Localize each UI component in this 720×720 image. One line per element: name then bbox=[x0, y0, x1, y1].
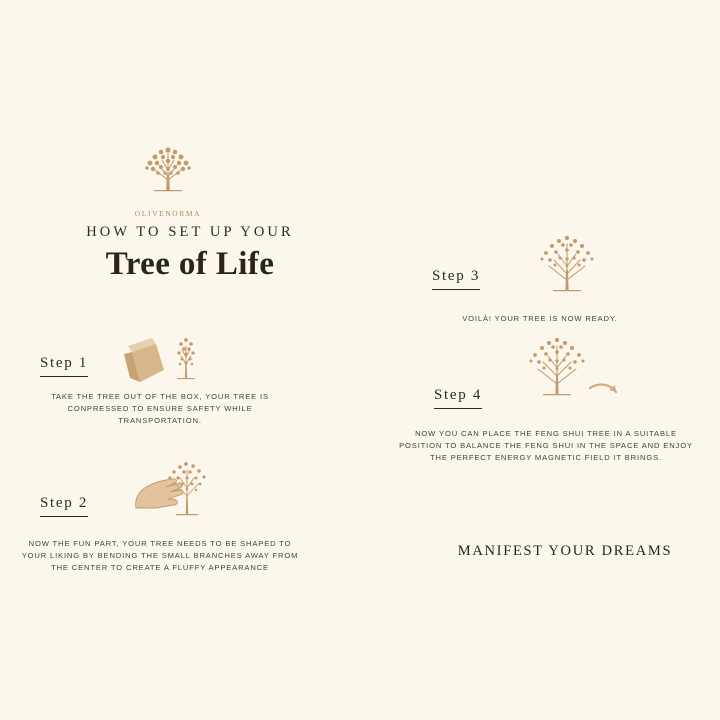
step-4-illustration bbox=[512, 330, 642, 430]
step-4-text: NOW YOU CAN PLACE THE FENG SHUI TREE IN A SUITABLE POSITION TO BALANCE THE FENG SHUI IN THE SPACE AND ENJOY THE PERFECT ENERGY MAGNETIC FIELD IT BRINGS. bbox=[399, 429, 693, 462]
brand-logo bbox=[118, 136, 218, 218]
step-1-text: TAKE THE TREE OUT OF THE BOX, YOUR TREE IS CONPRESSED TO ENSURE SAFETY WHILE TRANSPORTATION. bbox=[51, 392, 269, 425]
step-3-label: Step 3 bbox=[432, 268, 480, 290]
step-2-text: NOW THE FUN PART, YOUR TREE NEEDS TO BE SHAPED TO YOUR LIKING BY BENDING THE SMALL BRANCHES AWAY FROM THE CENTER TO CREATE A FLUFFY APPEARANCE bbox=[21, 539, 299, 572]
tree-with-arrow-icon bbox=[512, 330, 642, 425]
footer-tagline: MANIFEST YOUR DREAMS bbox=[457, 543, 673, 559]
finished-tree-icon bbox=[522, 228, 612, 308]
step-4-label: Step 4 bbox=[434, 387, 482, 409]
brand-name: OLIVENORMA bbox=[134, 209, 202, 218]
step-3-illustration bbox=[522, 228, 612, 313]
box-and-compressed-tree-icon bbox=[118, 330, 228, 390]
page-kicker: HOW TO SET UP YOUR bbox=[86, 224, 294, 240]
page-title: Tree of Life bbox=[105, 246, 275, 282]
step-2-illustration bbox=[126, 452, 236, 529]
step-3-text: VOILÀ! YOUR TREE IS NOW READY. bbox=[462, 314, 618, 323]
step-1-illustration bbox=[118, 330, 228, 395]
hand-shaping-tree-icon bbox=[126, 452, 236, 524]
tree-of-life-icon bbox=[132, 136, 204, 208]
step-2-label: Step 2 bbox=[40, 495, 88, 517]
step-1-label: Step 1 bbox=[40, 355, 88, 377]
